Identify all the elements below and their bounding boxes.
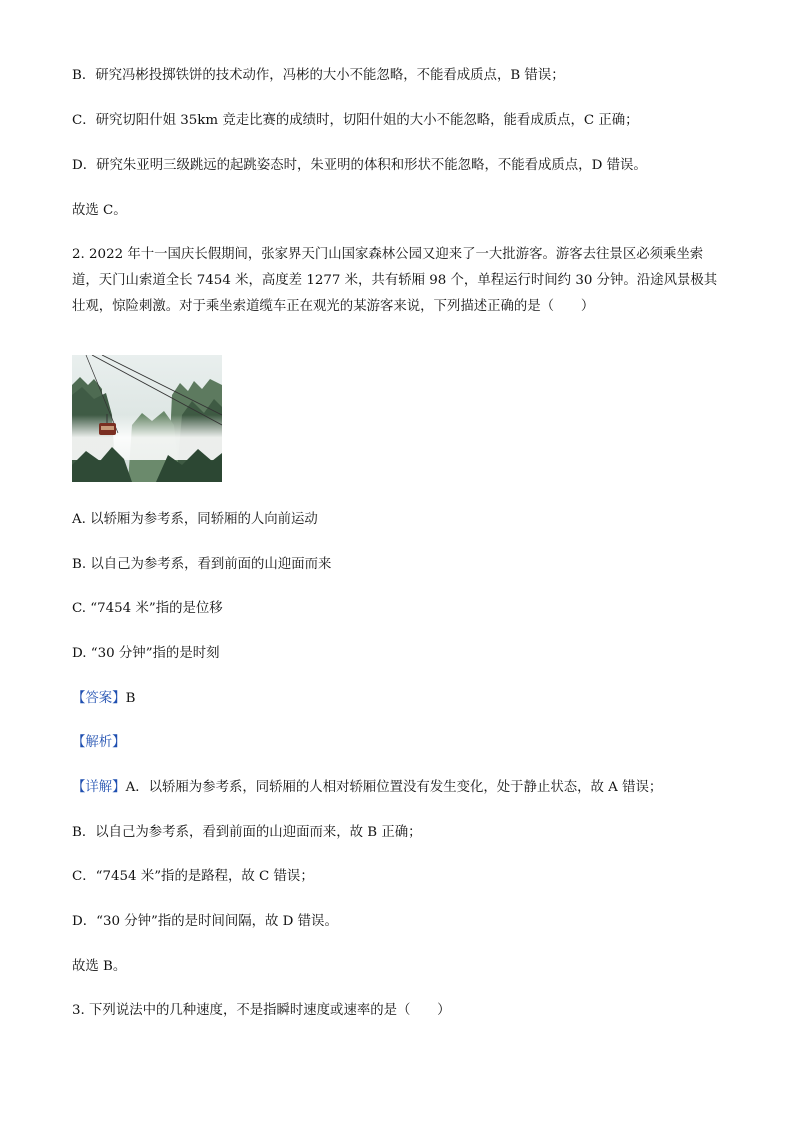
option-d: D. “30 分钟”指的是时刻 [72,646,220,661]
explanation-line-b: B．研究冯彬投掷铁饼的技术动作，冯彬的大小不能忽略，不能看成质点，B 错误； [72,68,565,83]
question-2-conclusion: 故选 B。 [72,959,127,974]
detail-line-b: B．以自己为参考系，看到前面的山迎面而来，故 B 正确； [72,825,422,840]
question-2-stem: 2. 2022 年十一国庆长假期间，张家界天门山国家森林公园又迎来了一大批游客。游客去往景区必须乘坐索道，天门山索道全长 7454 米，高度差 1277 米，共有轿厢 98 个，单程运行时间约 30 分钟。沿途风景极其壮观，惊险刺激。对于乘坐索道缆车正在观光的某游客来说，下列描述正确的是（ ） [72,247,718,314]
answer-line [72,689,732,709]
option-a: A. 以轿厢为参考系，同轿厢的人向前运动 [72,512,318,527]
detail-a-text: A．以轿厢为参考系，同轿厢的人相对轿厢位置没有发生变化，处于静止状态，故 A 错误； [125,780,663,795]
option-c: C. “7454 米”指的是位移 [72,601,223,616]
question-3-stem: 3. 下列说法中的几种速度，不是指瞬时速度或速率的是（ ） [72,1003,451,1018]
explanation-line-c: C．研究切阳什姐 35km 竞走比赛的成绩时，切阳什姐的大小不能忽略，能看成质点，C 正确； [72,113,639,128]
explanation-conclusion: 故选 C。 [72,203,127,218]
detail-line-d: D．“30 分钟”指的是时间间隔，故 D 错误。 [72,914,338,929]
detail-line-a [72,778,732,798]
analysis-tag: 【解析】 [72,735,126,750]
detail-tag: 【详解】 [72,780,126,795]
answer-tag: 【答案】 [72,691,126,706]
option-b: B. 以自己为参考系，看到前面的山迎面而来 [72,557,332,572]
analysis-line [72,733,732,753]
explanation-line-d: D．研究朱亚明三级跳远的起跳姿态时，朱亚明的体积和形状不能忽略，不能看成质点，D 错误。 [72,158,647,173]
answer-value: B [125,691,136,706]
cable-car-photo [72,355,222,482]
detail-line-c: C．“7454 米”指的是路程，故 C 错误； [72,869,314,884]
cable-car-mountain-image [72,355,222,482]
